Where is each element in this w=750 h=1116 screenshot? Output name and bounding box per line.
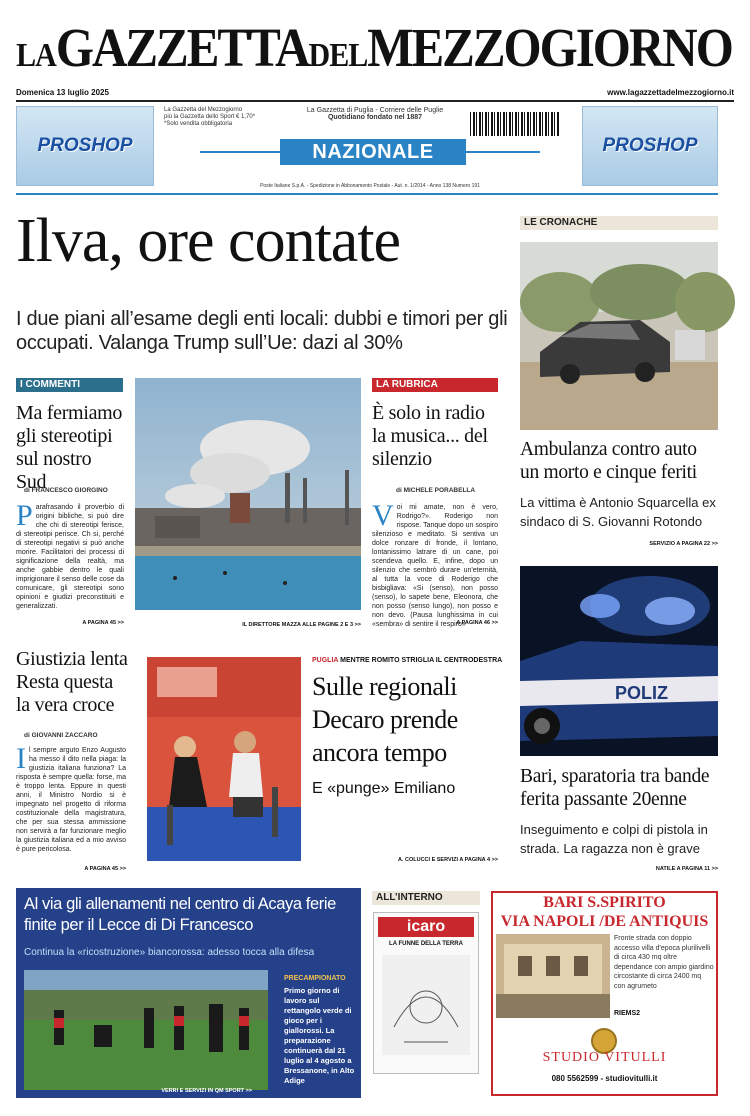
commenti-text: Parafrasando il proverbio di origini bibliche, si può dire che chi di stereotipi ferisce, di stereotipi perisce. Ch si, perché di stereotipi negativi si può anche morire. Facilitatori dei processi di significazione della realtà, ma anche gabbie dentro le quali imprigionare il senso delle cose da comunicare, gli stereotipi sono opinioni e giudizi preconstituiti e generalizzati. (16, 499, 124, 610)
ad-brand: STUDIO VITULLI (542, 1050, 667, 1065)
lecce-title[interactable]: Al via gli allenamenti nel centro di Acaya ferie finite per il Lecce di Di Francesco (24, 895, 336, 934)
bari-title[interactable]: Bari, sparatoria tra bande ferita passante 20enne (520, 766, 710, 810)
lecce-box-text: Primo giorno di lavoro sul rettangolo verde di gioco per i giallorossi. La preparazione continuerà dal 21 luglio al 4 agosto a Bressanone, in Alto Adige (284, 986, 355, 1085)
section-rubrica: LA RUBRICA (372, 378, 498, 392)
rubrica-ref[interactable]: A PAGINA 46 >> (456, 620, 498, 626)
icaro-magazine[interactable]: icaro LA FUNNE DELLA TERRA (373, 912, 479, 1074)
ad-text: Fronte strada con doppio accesso villa d'epoca plurilivelli di circa 430 mq oltre dependance con ampio giardino circostante di circa 2400 mq con agrumeto (614, 935, 714, 990)
giustizia-title[interactable]: Giustizia lenta Resta questa la vera croce (16, 648, 128, 716)
rubrica-byline: di MICHELE PORABELLA (396, 487, 476, 494)
commenti-byline: di FRANCESCO GIORGINO (24, 487, 108, 494)
masthead-logo: LAGAZZETTADELMEZZOGIORNO (16, 16, 732, 79)
rubrica-text: Voi mi amate, non è vero, Rodrigo?». Roderigo non rispose. Tanque dopo un sospiro silenzioso e meditato. Si sentiva un dolce ronzare di fronde, il lontano, lontanissimo latrare di un cane, poi scendeva quello. E, infine, dopo un silenzio che sembrò durare un'eternità, al tutta la voce di Roderigo che bisbigliava: «Si (senso), non posso (senso), lo sapete bene, Eleonora, che non posso (senso lungo), non posso e non devo. (Pausa lunghissima in cui «sembra» di sentire il respiro» (372, 499, 498, 628)
edition-label: NAZIONALE (280, 139, 466, 165)
section-cronache: LE CRONACHE (520, 216, 718, 230)
ad-code: RIEMS2 (614, 1010, 641, 1017)
giustizia-text: Il sempre arguto Enzo Augusto ha messo il dito nella piaga: la giustizia italiana funziona? La risposta è sempre quella: forse, ma è troppo lenta. Eppure in questi anni, il Ministro Nordio si è impegnato nel progetto di riforma costituzionale della magistratura, che per sua stessa ammissione non servirà a far funzionare meglio la giustizia italiana ed a mio avviso è pure pericolosa. (16, 742, 126, 853)
regionali-title[interactable]: Sulle regionali Decaro prende ancora tempo (312, 672, 458, 767)
ambulance-crash-photo (520, 242, 718, 430)
lecce-subtitle: Continua la «ricostruzione» biancorossa: adesso tocca alla difesa (24, 947, 315, 958)
regionali-subtitle: E «punge» Emiliano (312, 780, 456, 797)
bari-subtitle: Inseguimento e colpi di pistola in strada. La ragazza non è grave (520, 822, 708, 856)
cronache-ref[interactable]: SERVIZIO A PAGINA 22 >> (649, 541, 718, 547)
commenti-ref[interactable]: A PAGINA 45 >> (82, 620, 124, 626)
giustizia-ref[interactable]: A PAGINA 45 >> (84, 866, 126, 872)
rubrica-title[interactable]: È solo in radio la musica... del silenzio (372, 402, 488, 470)
lecce-ref[interactable]: VERRI E SERVIZI IN QM SPORT >> (161, 1088, 252, 1094)
lead-photo-ref[interactable]: IL DIRETTORE MAZZA ALLE PAGINE 2 E 3 >> (242, 622, 361, 628)
section-interno: ALL’INTERNO (372, 891, 480, 905)
cronache-title[interactable]: Ambulanza contro auto un morto e cinque feriti (520, 439, 697, 483)
legal-line: Poste Italiane S.p.A. - Spedizione in Abbonamento Postale - Aut. n. 1/2014 - Anno 138 Numero 191 (260, 183, 480, 189)
ad-street: VIA NAPOLI /DE ANTIQUIS (500, 913, 709, 930)
website[interactable]: www.lagazzettadelmezzogiorno.it (607, 88, 734, 97)
ad-title: BARI S.SPIRITO (543, 894, 666, 911)
cronache-subtitle: La vittima è Antonio Squarcella ex sindaco di S. Giovanni Rotondo (520, 495, 716, 529)
regionali-ref[interactable]: A. COLUCCI E SERVIZI A PAGINA 4 >> (397, 857, 498, 863)
ad-phone[interactable]: 080 5562599 - studiovitulli.it (551, 1074, 658, 1083)
proshop-ad-right[interactable]: PROSHOP (582, 106, 718, 186)
proshop-ad-left[interactable]: PROSHOP (16, 106, 154, 186)
lecce-training-photo (24, 970, 268, 1090)
center-header: La Gazzetta di Puglia - Corriere delle Puglie Quotidiano fondato nel 1887 (306, 107, 444, 121)
ilva-photo (135, 378, 361, 610)
villa-photo (496, 934, 610, 1018)
section-commenti: I COMMENTI (16, 378, 123, 392)
police-car-lettering: POLIZ (615, 683, 668, 703)
giustizia-byline: di GIOVANNI ZACCARO (24, 732, 98, 739)
lead-subtitle: I due piani all’esame degli enti locali: dubbi e timori per gli occupati. Valanga Trump sull’Ue: dazi al 30% (16, 308, 508, 354)
date: Domenica 13 luglio 2025 (16, 88, 109, 97)
decaro-photo (147, 657, 301, 861)
regionali-kicker: PUGLIA MENTRE ROMITO STRIGLIA IL CENTRODESTRA (312, 657, 503, 664)
bari-ref[interactable]: NATILE A PAGINA 11 >> (655, 866, 718, 872)
masthead-rule (16, 100, 734, 102)
lecce-box-head: PRECAMPIONATO (284, 975, 346, 982)
barcode (470, 112, 560, 136)
price-note: La Gazzetta del Mezzogiorno più la Gazzetta dello Sport € 1,70* *Solo vendita obbligatoria (164, 107, 256, 127)
commenti-title[interactable]: Ma fermiamo gli stereotipi sul nostro Sud (16, 402, 123, 493)
lead-headline[interactable]: Ilva, ore contate (16, 207, 401, 275)
police-car-photo (520, 566, 718, 756)
